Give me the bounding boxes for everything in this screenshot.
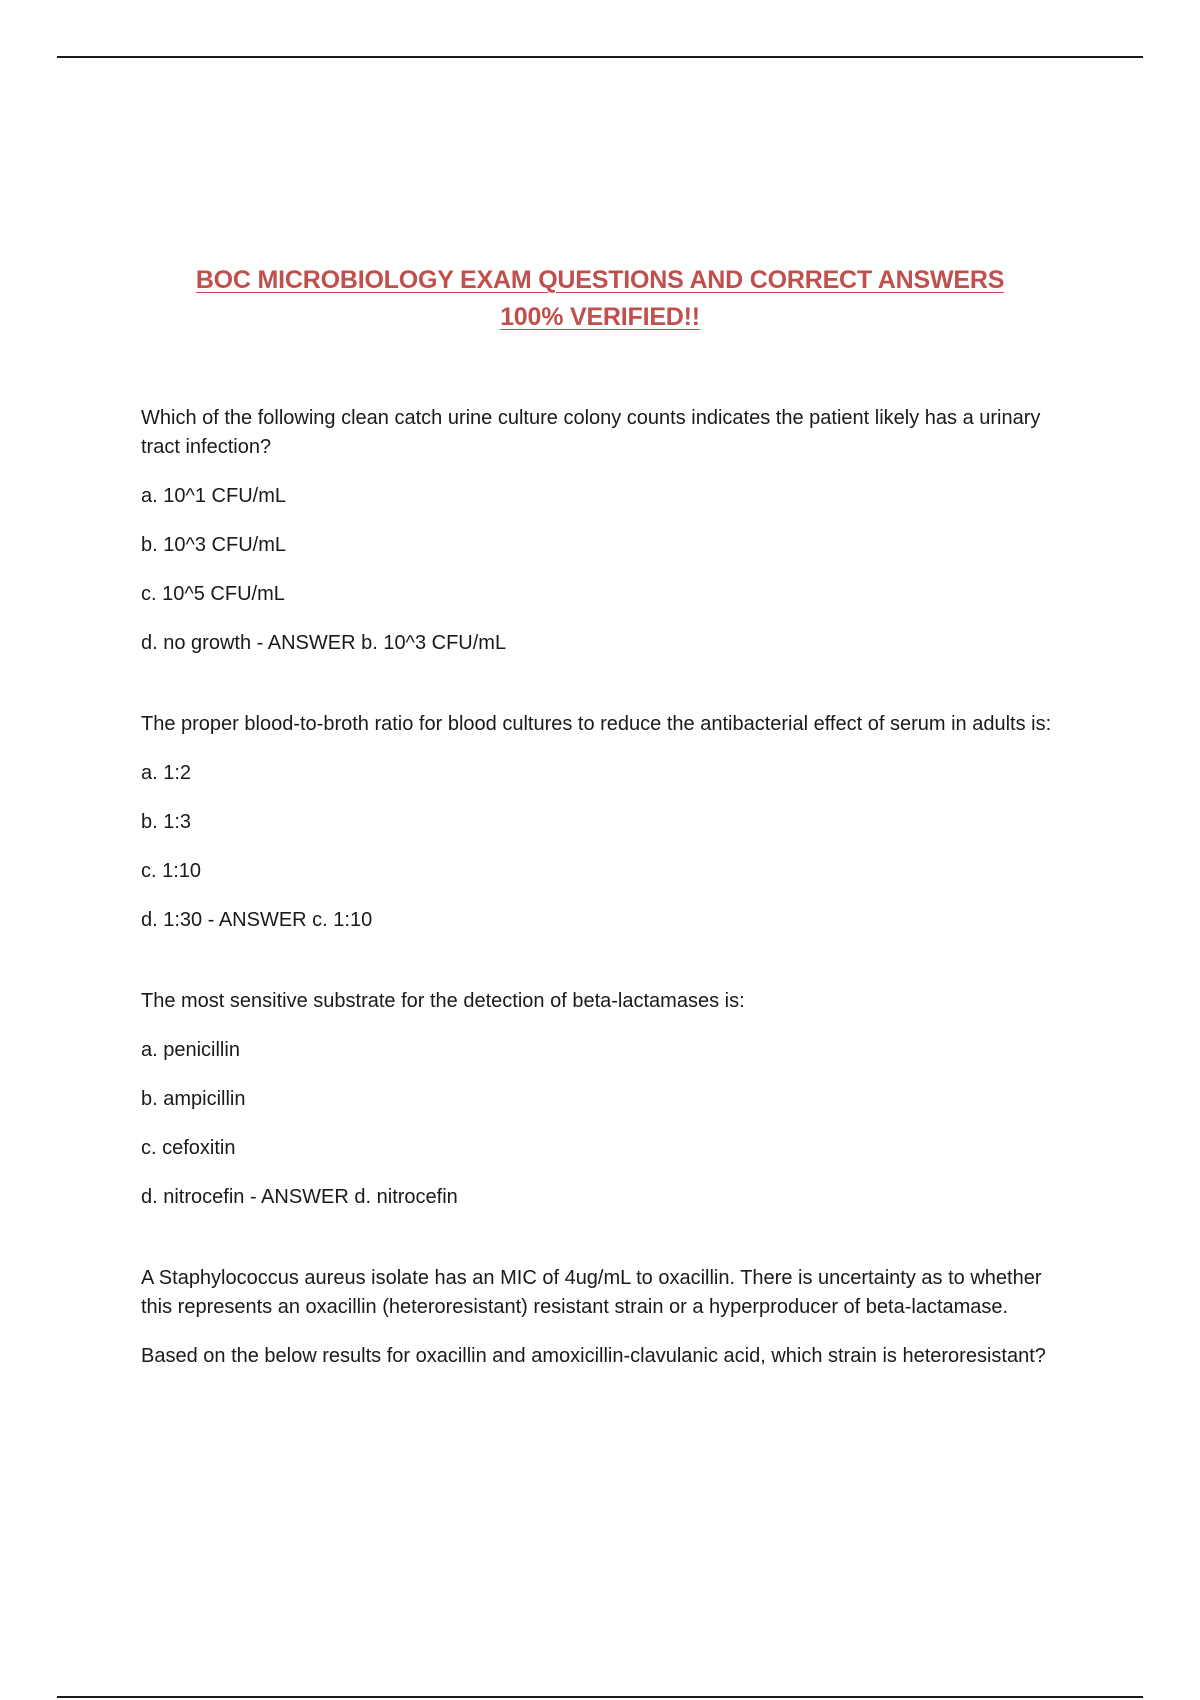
option-d-answer: d. 1:30 - ANSWER c. 1:10: [141, 909, 373, 931]
option-c: c. cefoxitin: [141, 1137, 236, 1159]
question-1: [141, 404, 1061, 658]
option-d-answer: d. nitrocefin - ANSWER d. nitrocefin: [141, 1186, 458, 1208]
option-a: a. 10^1 CFU/mL: [141, 485, 286, 507]
option-a: a. penicillin: [141, 1039, 240, 1061]
question-3: [141, 987, 1061, 1212]
question-text: The proper blood-to-broth ratio for blood cultures to reduce the antibacterial effect of serum in adults is:: [141, 713, 1052, 735]
option-b: b. 1:3: [141, 811, 192, 833]
option-c: c. 10^5 CFU/mL: [141, 583, 285, 605]
title-line-2: 100% VERIFIED!!: [500, 303, 700, 331]
question-text: The most sensitive substrate for the detection of beta-lactamases is:: [141, 990, 745, 1012]
question-text: A Staphylococcus aureus isolate has an MIC of 4ug/mL to oxacillin. There is uncertainty as to whether this represents an oxacillin (heteroresistant) resistant strain or a hyperproducer of beta-lactamase.: [141, 1267, 1042, 1318]
document-title: [140, 262, 1060, 336]
option-d-answer: d. no growth - ANSWER b. 10^3 CFU/mL: [141, 632, 507, 654]
option-a: a. 1:2: [141, 762, 192, 784]
option-b: b. ampicillin: [141, 1088, 246, 1110]
header-rule: [57, 56, 1143, 58]
question-text: Which of the following clean catch urine culture colony counts indicates the patient likely has a urinary tract infection?: [141, 407, 1041, 458]
footer-rule: [57, 1696, 1143, 1698]
question-text-continued: Based on the below results for oxacillin and amoxicillin-clavulanic acid, which strain is heteroresistant?: [141, 1345, 1046, 1367]
title-line-1: BOC MICROBIOLOGY EXAM QUESTIONS AND CORRECT ANSWERS: [195, 266, 1005, 294]
question-list: [141, 404, 1061, 1391]
option-b: b. 10^3 CFU/mL: [141, 534, 286, 556]
option-c: c. 1:10: [141, 860, 202, 882]
question-2: [141, 710, 1061, 935]
question-4: [141, 1264, 1061, 1371]
